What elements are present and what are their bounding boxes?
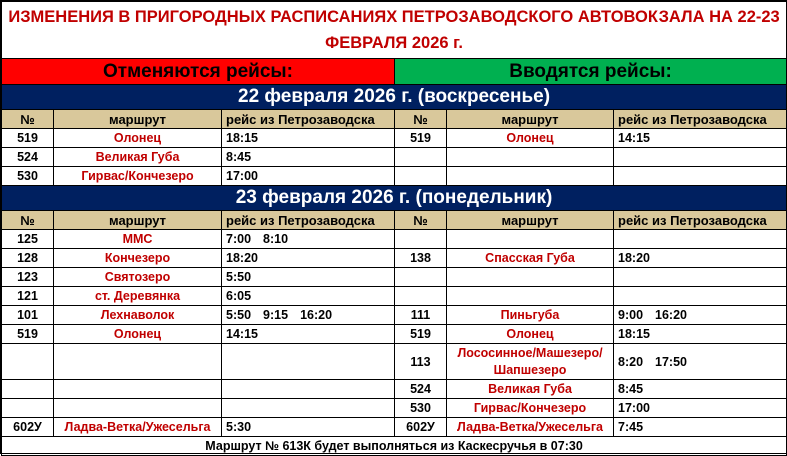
departure-times — [222, 380, 395, 399]
route-name — [447, 230, 614, 249]
route-name: Ладва-Ветка/Ужесельга — [54, 418, 222, 437]
added-trips-heading: Вводятся рейсы: — [395, 59, 787, 85]
departure-time: 7:45 — [618, 420, 644, 434]
route-number: 138 — [395, 249, 447, 268]
column-header-route: маршрут — [54, 211, 222, 230]
departure-times — [222, 306, 395, 325]
route-name: Кончезеро — [54, 249, 222, 268]
route-name: Гирвас/Кончезеро — [447, 399, 614, 418]
departure-times — [222, 148, 395, 167]
departure-times — [614, 287, 787, 306]
route-name: Олонец — [447, 325, 614, 344]
departure-times — [614, 230, 787, 249]
route-name: Спасская Губа — [447, 249, 614, 268]
route-number: 519 — [395, 325, 447, 344]
route-name: Великая Губа — [54, 148, 222, 167]
departure-time: 14:15 — [618, 131, 650, 145]
route-number: 602У — [2, 418, 54, 437]
route-number: 524 — [395, 380, 447, 399]
departure-time: 7:00 — [226, 232, 252, 246]
departure-times — [614, 418, 787, 437]
departure-time: 9:00 — [618, 308, 644, 322]
departure-time: 8:20 — [618, 354, 644, 369]
route-name: ст. Деревянка — [54, 287, 222, 306]
column-header-route: маршрут — [447, 110, 614, 129]
table-row — [2, 129, 787, 148]
route-name: Святозеро — [54, 268, 222, 287]
route-number — [2, 344, 54, 380]
table-row — [2, 344, 787, 380]
departure-time: 8:10 — [263, 232, 289, 246]
route-number: 121 — [2, 287, 54, 306]
departure-time: 6:05 — [226, 289, 252, 303]
route-number — [2, 399, 54, 418]
column-header-route: маршрут — [54, 110, 222, 129]
route-number: 530 — [395, 399, 447, 418]
departure-times — [614, 380, 787, 399]
departure-time: 5:50 — [226, 308, 252, 322]
departure-time: 14:15 — [226, 327, 258, 341]
route-number — [395, 287, 447, 306]
departure-time: 5:30 — [226, 420, 252, 434]
route-number — [395, 148, 447, 167]
departure-time: 17:50 — [655, 354, 688, 369]
route-number: 125 — [2, 230, 54, 249]
departure-times — [222, 167, 395, 186]
route-name: Пиньгуба — [447, 306, 614, 325]
departure-times — [222, 418, 395, 437]
column-header-trip: рейс из Петрозаводска — [222, 110, 395, 129]
column-header-num: № — [2, 211, 54, 230]
route-number: 519 — [2, 325, 54, 344]
route-number: 128 — [2, 249, 54, 268]
column-header-route: маршрут — [447, 211, 614, 230]
table-row — [2, 268, 787, 287]
route-name: Олонец — [54, 129, 222, 148]
departure-time: 17:00 — [226, 169, 258, 183]
departure-times — [614, 344, 787, 380]
schedule-table — [1, 1, 787, 456]
departure-times — [222, 268, 395, 287]
departure-time: 9:15 — [263, 308, 289, 322]
departure-times — [222, 230, 395, 249]
table-row — [2, 306, 787, 325]
departure-times — [614, 268, 787, 287]
route-number: 602У — [395, 418, 447, 437]
column-header-trip: рейс из Петрозаводска — [222, 211, 395, 230]
route-number: 524 — [2, 148, 54, 167]
departure-time: 17:00 — [618, 401, 650, 415]
table-row — [2, 380, 787, 399]
departure-times — [614, 399, 787, 418]
departure-times — [222, 287, 395, 306]
route-name: ММС — [54, 230, 222, 249]
table-row — [2, 399, 787, 418]
route-name: Гирвас/Кончезеро — [54, 167, 222, 186]
departure-times — [614, 249, 787, 268]
route-name: Ладва-Ветка/Ужесельга — [447, 418, 614, 437]
departure-time: 16:20 — [655, 308, 688, 322]
departure-times — [222, 325, 395, 344]
route-number — [2, 380, 54, 399]
route-number: 123 — [2, 268, 54, 287]
departure-times — [222, 129, 395, 148]
route-name: Лососинное/Машезеро/ Шапшезеро — [447, 344, 614, 380]
departure-times — [614, 148, 787, 167]
route-name — [447, 287, 614, 306]
table-row — [2, 230, 787, 249]
route-number: 113 — [395, 344, 447, 380]
route-number: 530 — [2, 167, 54, 186]
column-header-num: № — [395, 211, 447, 230]
route-number: 519 — [395, 129, 447, 148]
table-row — [2, 167, 787, 186]
route-name — [54, 380, 222, 399]
footer-note: Маршрут № 613К будет выполняться из Каскесручья в 07:30 — [2, 437, 787, 456]
table-row — [2, 325, 787, 344]
page-title: ИЗМЕНЕНИЯ В ПРИГОРОДНЫХ РАСПИСАНИЯХ ПЕТРОЗАВОДСКОГО АВТОВОКЗАЛА НА 22-23 ФЕВРАЛЯ 2026 г. — [2, 2, 787, 59]
departure-times — [614, 167, 787, 186]
departure-time: 18:15 — [226, 131, 258, 145]
departure-time: 8:45 — [618, 382, 644, 396]
route-number: 111 — [395, 306, 447, 325]
table-row — [2, 418, 787, 437]
route-number — [395, 268, 447, 287]
route-number — [395, 167, 447, 186]
route-number: 101 — [2, 306, 54, 325]
column-header-num: № — [2, 110, 54, 129]
route-name: Олонец — [447, 129, 614, 148]
route-name — [447, 268, 614, 287]
route-name — [447, 167, 614, 186]
route-name — [447, 148, 614, 167]
day-heading: 23 февраля 2026 г. (понедельник) — [2, 186, 787, 211]
route-name — [54, 344, 222, 380]
route-number — [395, 230, 447, 249]
departure-time: 5:50 — [226, 270, 252, 284]
departure-times — [222, 249, 395, 268]
column-header-num: № — [395, 110, 447, 129]
column-header-trip: рейс из Петрозаводска — [614, 211, 787, 230]
route-number: 519 — [2, 129, 54, 148]
table-row — [2, 249, 787, 268]
departure-time: 18:20 — [618, 251, 650, 265]
table-row — [2, 287, 787, 306]
departure-times — [614, 129, 787, 148]
day-heading: 22 февраля 2026 г. (воскресенье) — [2, 85, 787, 110]
departure-times — [222, 344, 395, 380]
route-name: Великая Губа — [447, 380, 614, 399]
departure-times — [222, 399, 395, 418]
departure-time: 16:20 — [300, 308, 333, 322]
departure-times — [614, 325, 787, 344]
column-header-trip: рейс из Петрозаводска — [614, 110, 787, 129]
table-row — [2, 148, 787, 167]
route-name: Лехнаволок — [54, 306, 222, 325]
route-name — [54, 399, 222, 418]
departure-times — [614, 306, 787, 325]
departure-time: 8:45 — [226, 150, 252, 164]
departure-time: 18:15 — [618, 327, 650, 341]
departure-time: 18:20 — [226, 251, 258, 265]
route-name: Олонец — [54, 325, 222, 344]
cancelled-trips-heading: Отменяются рейсы: — [2, 59, 395, 85]
